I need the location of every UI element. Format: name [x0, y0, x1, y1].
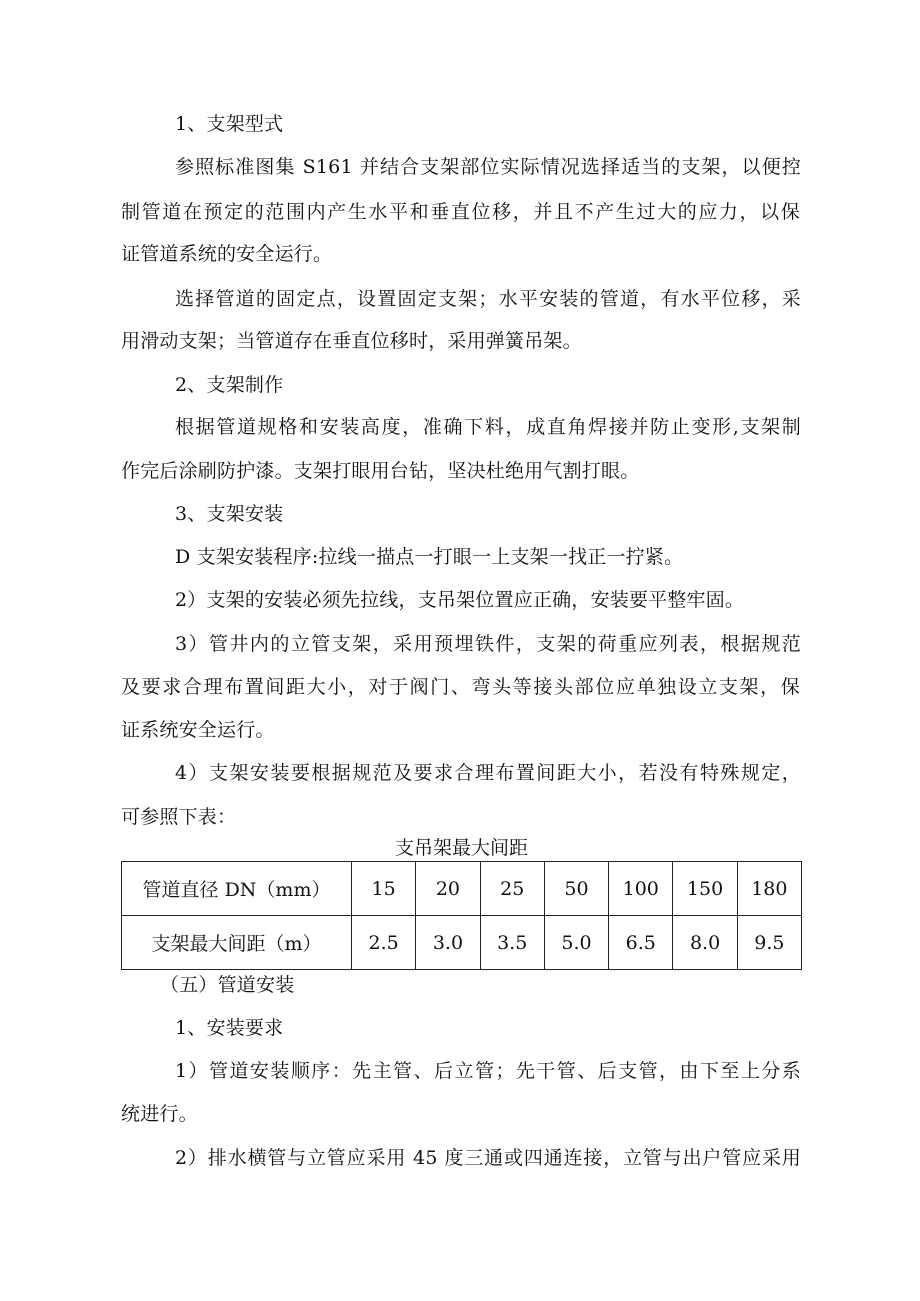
table-cell: 50: [544, 862, 608, 916]
table-cell: 3.5: [480, 916, 544, 970]
table-cell: 180: [737, 862, 801, 916]
table-cell: 150: [673, 862, 737, 916]
paragraph-line: 3）管井内的立管支架，采用预埋铁件，支架的荷重应列表，根据规范: [175, 633, 801, 655]
table-row: [122, 862, 802, 916]
table-cell: 100: [609, 862, 673, 916]
paragraph-line: 作完后涂刷防护漆。支架打眼用台钻，坚决杜绝用气割打眼。: [121, 460, 640, 482]
paragraph-line: 可参照下表：: [121, 806, 237, 828]
paragraph-line: 及要求合理布置间距大小，对于阀门、弯头等接头部位应单独设立支架，保: [121, 676, 800, 698]
table-cell: 9.5: [737, 916, 801, 970]
heading-support-type: 1、支架型式: [175, 113, 284, 135]
heading-support-installation: 3、支架安装: [175, 503, 284, 525]
table-row-header: 管道直径 DN（mm）: [122, 862, 352, 916]
table-title: 支吊架最大间距: [394, 837, 528, 859]
paragraph-line: 参照标准图集 S161 并结合支架部位实际情况选择适当的支架，以便控: [175, 156, 801, 178]
table-cell: 8.0: [673, 916, 737, 970]
table-cell: 3.0: [416, 916, 480, 970]
paragraph-line: 统进行。: [121, 1103, 198, 1125]
table-row: [122, 916, 802, 970]
paragraph-line: 用滑动支架；当管道存在垂直位移时，采用弹簧吊架。: [121, 330, 582, 352]
paragraph-line: 证管道系统的安全运行。: [121, 243, 333, 265]
support-spacing-table: [121, 861, 802, 970]
paragraph-line: 选择管道的固定点，设置固定支架；水平安装的管道，有水平位移，采: [175, 288, 801, 310]
paragraph-line: 证系统安全运行。: [121, 719, 275, 741]
heading-install-requirements: 1、安装要求: [175, 1017, 284, 1039]
paragraph-line: 1）管道安装顺序：先主管、后立管；先干管、后支管，由下至上分系: [175, 1060, 801, 1082]
paragraph-line: 根据管道规格和安装高度，准确下料，成直角焊接并防止变形,支架制: [175, 416, 801, 438]
paragraph-line: 制管道在预定的范围内产生水平和垂直位移，并且不产生过大的应力，以保: [121, 201, 800, 223]
table-cell: 6.5: [609, 916, 673, 970]
table-cell: 25: [480, 862, 544, 916]
paragraph-line: 2）支架的安装必须先拉线，支吊架位置应正确，安装要平整牢固。: [175, 589, 745, 611]
table-cell: 2.5: [352, 916, 416, 970]
table-cell: 15: [352, 862, 416, 916]
paragraph-line: 2）排水横管与立管应采用 45 度三通或四通连接，立管与出户管应采用: [175, 1147, 801, 1169]
table-row-header: 支架最大间距（m）: [122, 916, 352, 970]
heading-support-fabrication: 2、支架制作: [175, 374, 284, 396]
paragraph-line: 4）支架安装要根据规范及要求合理布置间距大小，若没有特殊规定，: [175, 762, 801, 784]
section-heading-pipe-installation: （五）管道安装: [160, 974, 295, 996]
table-cell: 20: [416, 862, 480, 916]
paragraph-line: D 支架安装程序:拉线一描点一打眼一上支架一找正一拧紧。: [175, 546, 684, 568]
table-cell: 5.0: [544, 916, 608, 970]
